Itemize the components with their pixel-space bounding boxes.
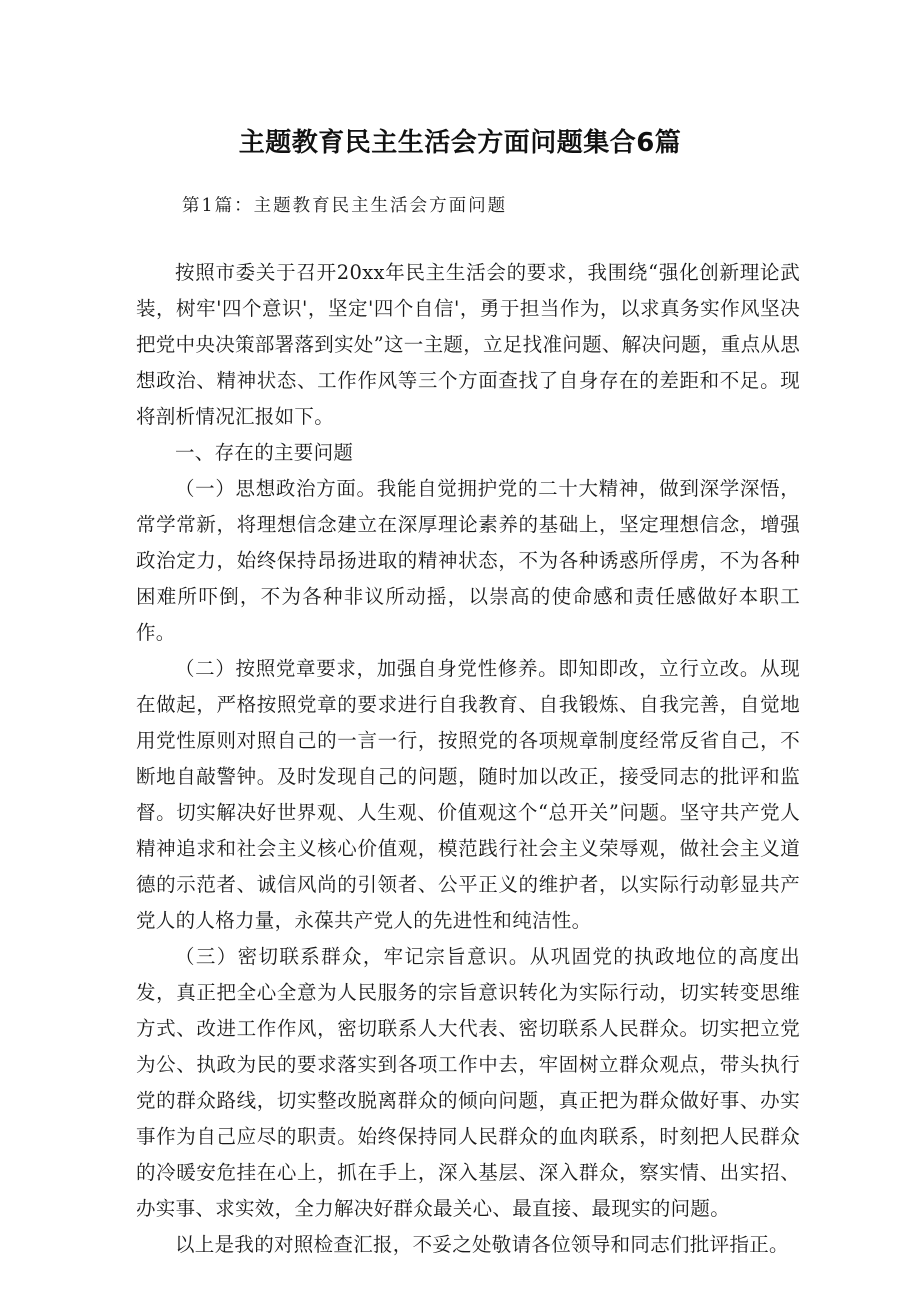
document-body (136, 255, 800, 1263)
section-heading: 第1篇：主题教育民主生活会方面问题 (182, 196, 508, 216)
closing-paragraph: 以上是我的对照检查汇报，不妥之处敬请各位领导和同志们批评指正。 (175, 1233, 789, 1256)
intro-paragraph: 按照市委关于召开20xx年民主生活会的要求，我围绕“强化创新理论武装，树牢'四个意识'，坚定'四个自信'，勇于担当作为，以求真务实作风坚决把党中央决策部署落到实处”这一主题，立足找准问题、解决问题，重点从思想政治、精神状态、工作作风等三个方面查找了自身存在的差距和不足。现将剖析情况汇报如下。 (136, 261, 800, 428)
paragraph-political-thought: （一）思想政治方面。我能自觉拥护党的二十大精神，做到深学深悟，常学常新，将理想信念建立在深厚理论素养的基础上，坚定理想信念，增强政治定力，始终保持昂扬进取的精神状态，不为各种诱惑所俘虏，不为各种困难所吓倒，不为各种非议所动摇，以崇高的使命感和责任感做好本职工作。 (136, 477, 800, 644)
main-problems-heading: 一、存在的主要问题 (175, 441, 354, 464)
paragraph-party-constitution: （二）按照党章要求，加强自身党性修养。即知即改，立行立改。从现在做起，严格按照党章的要求进行自我教育、自我锻炼、自我完善，自觉地用党性原则对照自己的一言一行，按照党的各项规章制度经常反省自己，不断地自敲警钟。及时发现自己的问题，随时加以改正，接受同志的批评和监督。切实解决好世界观、人生观、价值观这个“总开关”问题。坚守共产党人精神追求和社会主义核心价值观，模范践行社会主义荣辱观，做社会主义道德的示范者、诚信风尚的引领者、公平正义的维护者，以实际行动彰显共产党人的人格力量，永葆共产党人的先进性和纯洁性。 (136, 657, 800, 932)
document-title: 主题教育民主生活会方面问题集合6篇 (238, 128, 682, 158)
paragraph-mass-connection: （三）密切联系群众，牢记宗旨意识。从巩固党的执政地位的高度出发，真正把全心全意为人民服务的宗旨意识转化为实际行动，切实转变思维方式、改进工作作风，密切联系人大代表、密切联系人民群众。切实把立党为公、执政为民的要求落实到各项工作中去，牢固树立群众观点，带头执行党的群众路线，切实整改脱离群众的倾向问题，真正把为群众做好事、办实事作为自己应尽的职责。始终保持同人民群众的血肉联系，时刻把人民群众的冷暖安危挂在心上，抓在手上，深入基层、深入群众，察实情、出实招、办实事、求实效，全力解决好群众最关心、最直接、最现实的问题。 (136, 945, 800, 1220)
